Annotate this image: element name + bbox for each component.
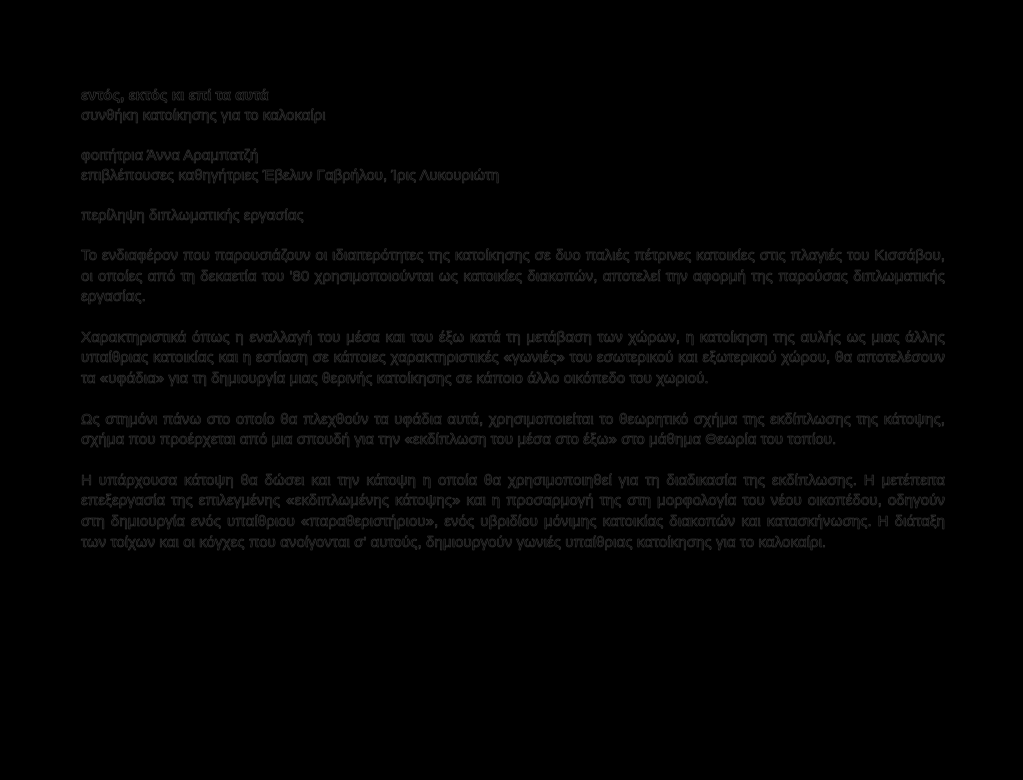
student-line: φοιτήτρια Άννα Αραμπατζή <box>81 147 259 164</box>
abstract-paragraph: Το ενδιαφέρον που παρουσιάζουν οι ιδιαιτερότητες της κατοίκησης σε δυο παλιές πέτρινες κατοικίες στις πλαγιές του Κισσάβου, οι οποίες από τη δεκαετία του '80 χρησιμοποιούνται ως κατοικίες διακοπών, αποτελεί την αφορμή της παρούσας διπλωματικής εργασίας. <box>81 247 945 306</box>
document-page <box>81 86 945 553</box>
abstract-paragraph: Ως στημόνι πάνω στο οποίο θα πλεχθούν τα υφάδια αυτά, χρησιμοποιείται το θεωρητικό σχήμα της εκδίπλωσης της κάτοψης, σχήμα που προέρχεται από μια σπουδή για την «εκδίπλωση του μέσα στο έξω» στο μάθημα Θεωρία του τοπίου. <box>81 410 945 449</box>
supervisors-line: επιβλέπουσες καθηγήτριες Έβελυν Γαβρήλου, Ίρις Λυκουριώτη <box>81 167 500 184</box>
spacer <box>81 451 945 471</box>
spacer <box>81 226 945 246</box>
spacer <box>81 390 945 410</box>
spacer <box>81 126 945 146</box>
abstract-paragraph: Η υπάρχουσα κάτοψη θα δώσει και την κάτοψη η οποία θα χρησιμοποιηθεί για τη διαδικασία της εκδίπλωσης. Η μετέπειτα επεξεργασία της επιλεγμένης «εκδιπλωμένης κάτοψης» και η προσαρμογή της στη μορφολογία του νέου οικοπέδου, οδηγούν στη δημιουργία ενός υπαίθριου «παραθεριστήριου», ενός υβριδίου μόνιμης κατοικίας διακοπών και κατασκήνωσης. Η διάταξη των τοίχων και οι κόγχες που ανοίγονται σ' αυτούς, δημιουργούν γωνιές υπαίθριας κατοίκησης για το καλοκαίρι. <box>81 471 945 551</box>
abstract-paragraph: Χαρακτηριστικά όπως η εναλλαγή του μέσα και του έξω κατά τη μετάβαση των χώρων, η κατοίκηση της αυλής ως μιας άλλης υπαίθριας κατοικίας και η εστίαση σε κάποιες χαρακτηριστικές «γωνιές» του εσωτερικού και εξωτερικού χώρου, θα αποτελέσουν τα «υφάδια» για τη δημιουργία μιας θερινής κατοίκησης σε κάποιο άλλο οικόπεδο του χωριού. <box>81 328 945 387</box>
document-title: εντός, εκτός κι επί τα αυτά <box>81 87 269 104</box>
spacer <box>81 308 945 328</box>
abstract-heading: περίληψη διπλωματικής εργασίας <box>81 207 304 224</box>
spacer <box>81 186 945 206</box>
document-subtitle: συνθήκη κατοίκησης για το καλοκαίρι <box>81 107 326 124</box>
